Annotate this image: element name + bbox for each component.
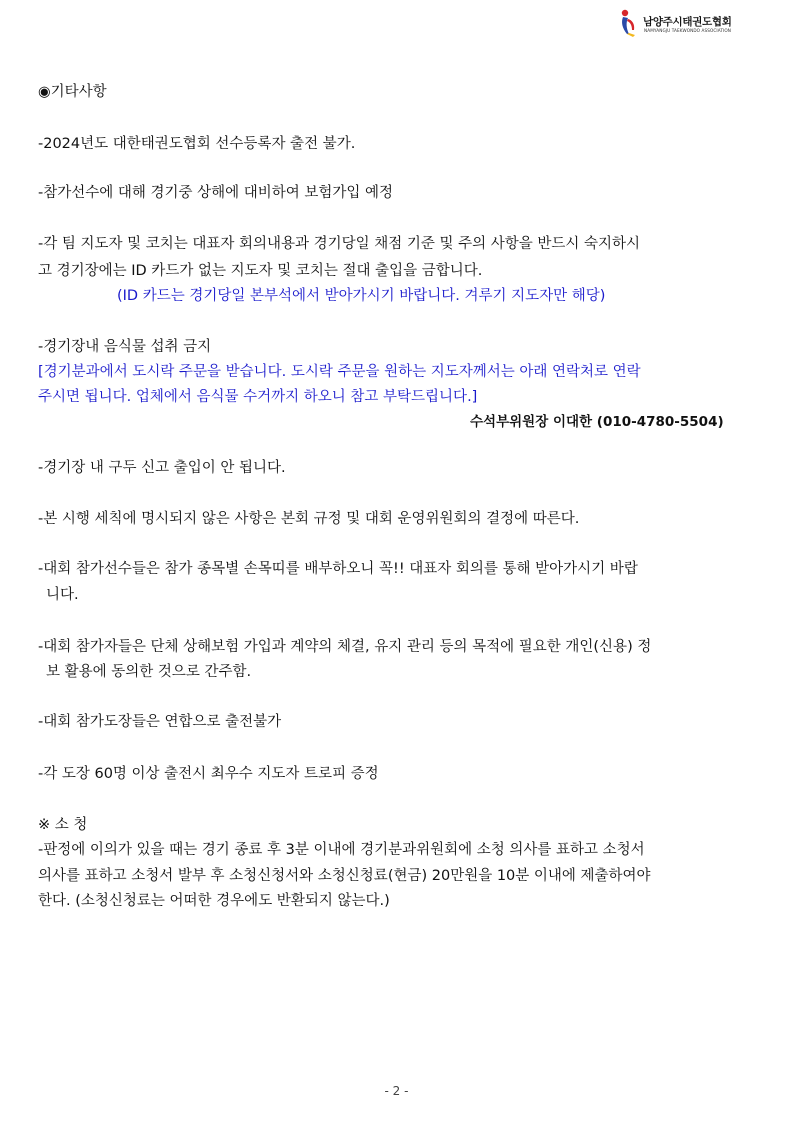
page-number: - 2 - — [384, 1084, 409, 1098]
contact-info: 수석부위원장 이대한 (010-4780-5504) — [470, 414, 724, 430]
logo-text: 남양주시태권도협회 — [643, 16, 732, 28]
item-joint-entry: -대회 참가도장들은 연합으로 출전불가 — [38, 714, 282, 730]
item-coach-rules-line2: 고 경기장에는 ID 카드가 없는 지도자 및 코치는 절대 출입을 금합니다. — [38, 263, 483, 279]
lunch-order-note-line1: [경기분과에서 도시락 주문을 받습니다. 도시락 주문을 원하는 지도자께서는 아래 연락처로 연락 — [38, 364, 641, 380]
item-privacy-line1: -대회 참가자들은 단체 상해보험 가입과 계약의 체결, 유지 관리 등의 목적에 필요한 개인(신용) 정 — [38, 639, 652, 655]
id-card-note: (ID 카드는 경기당일 본부석에서 받아가시기 바랍니다. 겨루기 지도자만 해당) — [117, 288, 606, 304]
item-insurance: -참가선수에 대해 경기중 상해에 대비하여 보험가입 예정 — [38, 185, 394, 201]
item-wristband-line1: -대회 참가선수들은 참가 종목별 손목띠를 배부하오니 꼭!! 대표자 회의를 통해 받아가시기 바랍 — [38, 561, 638, 577]
lunch-order-note-line2: 주시면 됩니다. 업체에서 음식물 수거까지 하오니 참고 부탁드립니다.] — [38, 389, 478, 405]
association-logo — [619, 8, 731, 40]
appeal-line1: -판정에 이의가 있을 때는 경기 종료 후 3분 이내에 경기분과위원회에 소청 의사를 표하고 소청서 — [38, 842, 645, 858]
appeal-line3: 한다. (소청신청료는 어떠한 경우에도 반환되지 않는다.) — [38, 893, 390, 909]
appeal-title: ※ 소 청 — [38, 817, 88, 833]
item-wristband-line2: 니다. — [46, 587, 79, 603]
logo-subtext: NAMYANGJU TAEKWONDO ASSOCIATION — [644, 28, 731, 33]
taekwondo-emblem-icon — [619, 8, 641, 38]
item-privacy-line2: 보 활용에 동의한 것으로 간주함. — [46, 664, 252, 680]
item-food-ban: -경기장내 음식물 섭취 금지 — [38, 339, 212, 355]
item-unspecified-rules: -본 시행 세칙에 명시되지 않은 사항은 본회 규정 및 대회 운영위원회의 결정에 따른다. — [38, 511, 580, 527]
item-trophy: -각 도장 60명 이상 출전시 최우수 지도자 트로피 증정 — [38, 766, 379, 782]
item-shoes: -경기장 내 구두 신고 출입이 안 됩니다. — [38, 460, 286, 476]
item-registration: -2024년도 대한태권도협회 선수등록자 출전 불가. — [38, 136, 356, 152]
appeal-line2: 의사를 표하고 소청서 발부 후 소청신청서와 소청신청료(현금) 20만원을 10분 이내에 제출하여야 — [38, 868, 651, 884]
section-heading: ◉기타사항 — [38, 84, 107, 100]
item-coach-rules-line1: -각 팀 지도자 및 코치는 대표자 회의내용과 경기당일 채점 기준 및 주의 사항을 반드시 숙지하시 — [38, 236, 641, 252]
